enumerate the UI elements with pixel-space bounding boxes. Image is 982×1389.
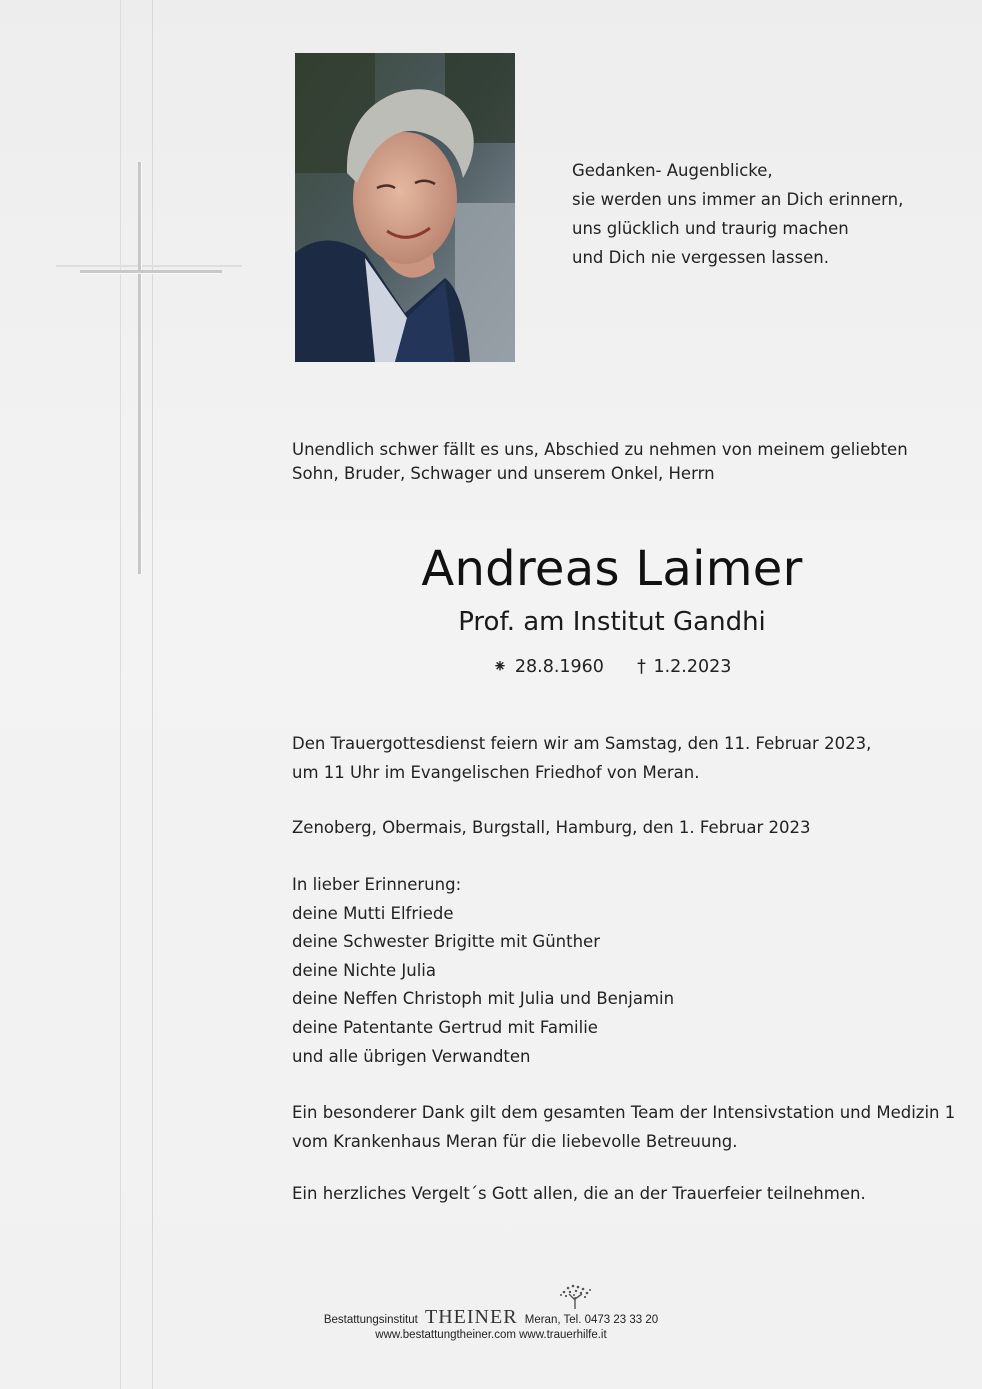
quote-line: uns glücklich und traurig machen xyxy=(572,219,849,238)
cross-vertical-beam xyxy=(138,162,141,574)
quote-line: und Dich nie vergessen lassen. xyxy=(572,248,829,267)
list-item: deine Schwester Brigitte mit Günther xyxy=(292,932,600,952)
footer-contact: Meran, Tel. 0473 23 33 20 xyxy=(524,1314,659,1326)
portrait-photo xyxy=(295,53,515,362)
list-item: und alle übrigen Verwandten xyxy=(292,1046,531,1066)
life-dates xyxy=(292,654,932,680)
birth-date: 28.8.1960 xyxy=(514,657,604,677)
service-line-2: um 11 Uhr im Evangelischen Friedhof von Meran. xyxy=(292,762,700,782)
birth-star-icon: ⁕ xyxy=(492,657,508,677)
list-item: deine Neffen Christoph mit Julia und Benjamin xyxy=(292,989,675,1009)
closing-line: Ein herzliches Vergelt´s Gott allen, die an der Trauerfeier teilnehmen. xyxy=(292,1184,866,1203)
footer-websites: www.bestattungtheiner.com www.trauerhilfe.it xyxy=(375,1329,607,1341)
deceased-name: Andreas Laimer xyxy=(421,541,803,597)
footer-prefix: Bestattungsinstitut xyxy=(323,1314,418,1326)
footer-brand: THEINER xyxy=(425,1306,518,1328)
frame-line-left-outer xyxy=(120,0,121,1389)
intro-text xyxy=(292,438,932,486)
place-date-line: Zenoberg, Obermais, Burgstall, Hamburg, den 1. Februar 2023 xyxy=(292,818,811,837)
thanks-text xyxy=(292,1099,956,1156)
cross-arm-shadow xyxy=(56,265,242,267)
cross-horizontal-beam xyxy=(80,270,222,273)
intro-line-1: Unendlich schwer fällt es uns, Abschied zu nehmen von meinem geliebten xyxy=(292,440,908,459)
death-date: 1.2.2023 xyxy=(653,657,732,677)
thanks-line-2: vom Krankenhaus Meran für die liebevolle Betreuung. xyxy=(292,1131,738,1151)
list-item: deine Nichte Julia xyxy=(292,960,436,980)
service-line-1: Den Trauergottesdienst feiern wir am Samstag, den 11. Februar 2023, xyxy=(292,734,872,753)
deceased-title: Prof. am Institut Gandhi xyxy=(458,607,766,637)
frame-line-left-inner xyxy=(152,0,153,1389)
mourners-heading: In lieber Erinnerung: xyxy=(292,875,462,894)
quote-line: sie werden uns immer an Dich erinnern, xyxy=(572,190,904,209)
footer-company xyxy=(0,1306,982,1329)
intro-line-2: Sohn, Bruder, Schwager und unserem Onkel, Herrn xyxy=(292,464,715,483)
mourners-list xyxy=(292,871,932,1071)
death-cross-icon: † xyxy=(637,657,646,677)
portrait-image xyxy=(295,53,515,362)
list-item: deine Patentante Gertrud mit Familie xyxy=(292,1017,598,1037)
service-info xyxy=(292,730,932,787)
place-date xyxy=(292,814,932,843)
list-item: deine Mutti Elfriede xyxy=(292,903,454,923)
thanks-line-1: Ein besonderer Dank gilt dem gesamten Team der Intensivstation und Medizin 1 xyxy=(292,1103,956,1122)
quote-line: Gedanken- Augenblicke, xyxy=(572,161,773,180)
memorial-quote xyxy=(572,156,932,272)
closing-text xyxy=(292,1180,932,1209)
